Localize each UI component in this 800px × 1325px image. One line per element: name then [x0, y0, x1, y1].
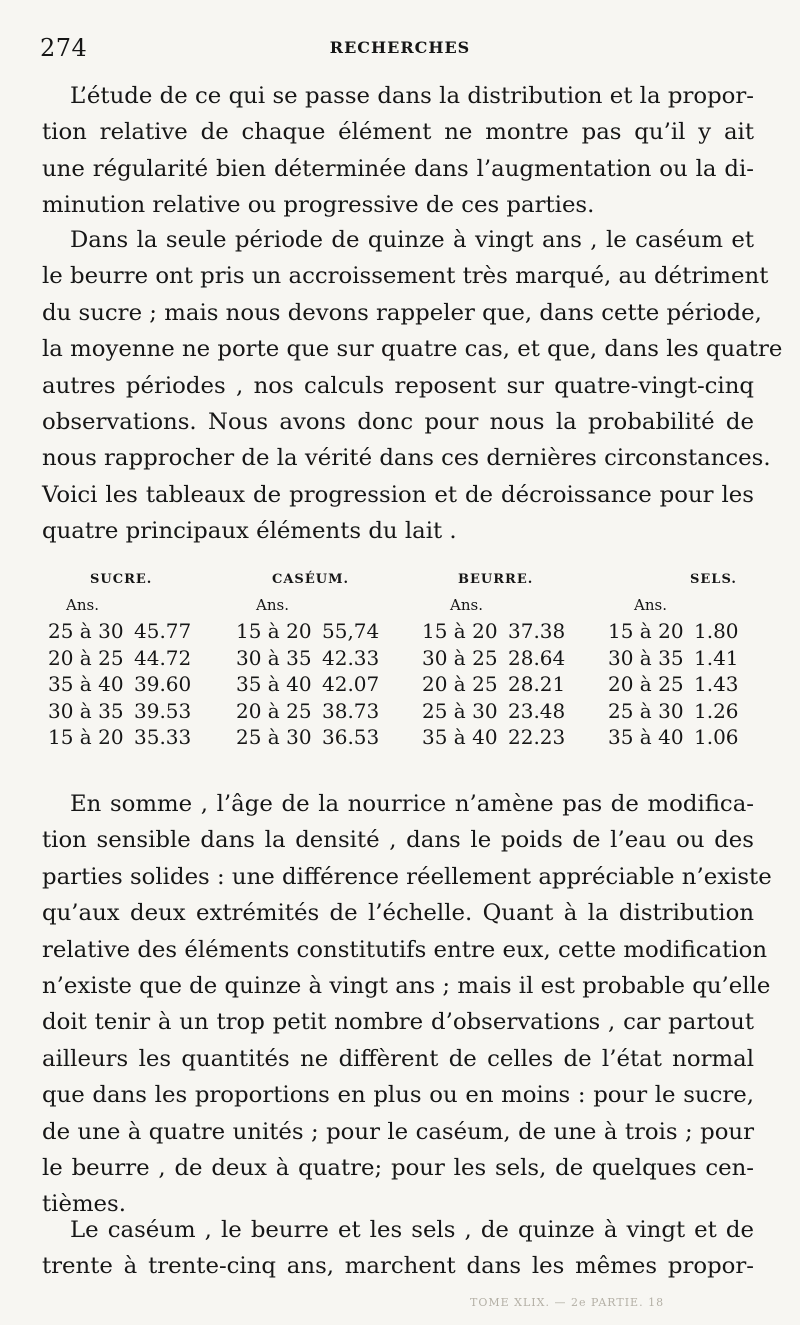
table-column-sels	[608, 568, 798, 751]
value-cell: 44.72	[134, 645, 192, 670]
footer-mark: TOME XLIX. — 2e PARTIE. 18	[470, 1296, 665, 1309]
table-column-caseum	[236, 568, 426, 751]
text-line: parties solides : une différence réellement appréciable n’existe	[42, 863, 772, 890]
value-cell: 1.26	[694, 698, 739, 723]
age-cell: 25 à 30	[608, 698, 684, 723]
paragraph-3	[42, 786, 772, 1223]
column-title: CASÉUM.	[272, 572, 349, 587]
text-line: une régularité bien déterminée dans l’augmentation ou la di-	[42, 155, 754, 182]
table-row	[608, 618, 798, 645]
value-cell: 23.48	[508, 698, 566, 723]
age-cell: 25 à 30	[236, 725, 312, 750]
value-cell: 1.41	[694, 645, 739, 670]
column-title: SELS.	[690, 572, 737, 587]
age-cell: 30 à 25	[422, 645, 498, 670]
value-cell: 39.60	[134, 672, 192, 697]
table-column-sucre	[48, 568, 238, 751]
age-cell: 20 à 25	[608, 672, 684, 697]
table-row	[48, 618, 238, 645]
column-title: BEURRE.	[458, 572, 534, 587]
value-cell: 55,74	[322, 619, 380, 643]
text-line: ailleurs les quantités ne diffèrent de celles de l’état normal	[42, 1045, 754, 1072]
table-row	[422, 698, 612, 725]
age-cell: 30 à 35	[236, 645, 312, 670]
text-line: En somme , l’âge de la nourrice n’amène pas de modifica-	[70, 791, 754, 817]
text-line: la moyenne ne porte que sur quatre cas, et que, dans les quatre	[42, 336, 783, 363]
text-line: quatre principaux éléments du lait .	[42, 518, 457, 545]
table-row	[48, 645, 238, 672]
paragraph-1	[42, 78, 754, 224]
text-line: qu’aux deux extrémités de l’échelle. Quant à la distribution	[42, 900, 754, 927]
value-cell: 1.06	[694, 725, 739, 750]
text-line: autres périodes , nos calculs reposent sur quatre-vingt-cinq	[42, 372, 754, 399]
value-cell: 36.53	[322, 725, 380, 750]
text-line: Le caséum , le beurre et les sels , de quinze à vingt et de	[70, 1217, 754, 1243]
table-row	[422, 724, 612, 751]
text-line: doit tenir à un trop petit nombre d’observations , car partout	[42, 1009, 754, 1036]
value-cell: 28.64	[508, 645, 566, 670]
text-line: Dans la seule période de quinze à vingt ans , le caséum et	[70, 227, 754, 253]
age-cell: 25 à 30	[48, 619, 124, 643]
age-cell: 15 à 20	[48, 725, 124, 750]
value-cell: 1.43	[694, 672, 739, 697]
text-line: relative des éléments constitutifs entre eux, cette modification	[42, 936, 768, 963]
column-title: SUCRE.	[90, 572, 153, 587]
table-row	[608, 671, 798, 698]
table-row	[608, 698, 798, 725]
age-cell: 35 à 40	[608, 725, 684, 750]
table-row	[236, 645, 426, 672]
table-row	[236, 724, 426, 751]
age-cell: 15 à 20	[236, 619, 312, 643]
table-row	[48, 671, 238, 698]
text-line: le beurre ont pris un accroissement très marqué, au détriment	[42, 263, 769, 290]
value-cell: 37.38	[508, 619, 566, 643]
age-cell: 15 à 20	[422, 619, 498, 643]
table-row	[48, 698, 238, 725]
age-cell: 20 à 25	[236, 698, 312, 723]
running-head: RECHERCHES	[329, 38, 471, 57]
value-cell: 35.33	[134, 725, 192, 750]
page-header	[40, 34, 760, 64]
column-subhead: Ans.	[634, 596, 667, 614]
table-row	[236, 698, 426, 725]
value-cell: 39.53	[134, 698, 192, 723]
text-line: observations. Nous avons donc pour nous la probabilité de	[42, 408, 754, 435]
value-cell: 28.21	[508, 672, 566, 697]
paragraph-4	[42, 1212, 754, 1285]
text-line: le beurre , de deux à quatre; pour les sels, de quelques cen-	[42, 1154, 754, 1181]
age-cell: 20 à 25	[422, 672, 498, 697]
text-line: nous rapprocher de la vérité dans ces dernières circonstances.	[42, 445, 771, 472]
value-cell: 42.07	[322, 672, 380, 697]
age-cell: 15 à 20	[608, 619, 684, 643]
value-cell: 1.80	[694, 619, 739, 643]
paragraph-2	[42, 222, 783, 550]
progression-table	[40, 568, 760, 758]
value-cell: 38.73	[322, 698, 380, 723]
table-row	[608, 724, 798, 751]
age-cell: 20 à 25	[48, 645, 124, 670]
table-row	[236, 671, 426, 698]
text-line: du sucre ; mais nous devons rappeler que, dans cette période,	[42, 299, 762, 326]
text-line: minution relative ou progressive de ces parties.	[42, 192, 595, 219]
age-cell: 35 à 40	[236, 672, 312, 697]
table-row	[608, 645, 798, 672]
value-cell: 22.23	[508, 725, 566, 750]
table-row	[422, 645, 612, 672]
page-number: 274	[40, 34, 88, 62]
value-cell: 45.77	[134, 619, 192, 643]
text-line: tion relative de chaque élément ne montre pas qu’il y ait	[42, 119, 754, 146]
column-subhead: Ans.	[450, 596, 483, 614]
text-line: n’existe que de quinze à vingt ans ; mais il est probable qu’elle	[42, 972, 771, 999]
table-row	[422, 671, 612, 698]
column-subhead: Ans.	[66, 596, 99, 614]
age-cell: 25 à 30	[422, 698, 498, 723]
age-cell: 35 à 40	[422, 725, 498, 750]
table-row	[422, 618, 612, 645]
age-cell: 30 à 35	[608, 645, 684, 670]
text-line: tièmes.	[42, 1191, 126, 1218]
text-line: Voici les tableaux de progression et de décroissance pour les	[42, 481, 754, 508]
table-row	[48, 724, 238, 751]
text-line: L’étude de ce qui se passe dans la distribution et la propor-	[70, 83, 754, 109]
text-line: de une à quatre unités ; pour le caséum, de une à trois ; pour	[42, 1118, 754, 1145]
column-subhead: Ans.	[256, 596, 289, 614]
text-line: trente à trente-cinq ans, marchent dans les mêmes propor-	[42, 1253, 754, 1280]
value-cell: 42.33	[322, 645, 380, 670]
age-cell: 30 à 35	[48, 698, 124, 723]
table-column-beurre	[422, 568, 612, 751]
table-row	[236, 618, 426, 645]
text-line: tion sensible dans la densité , dans le poids de l’eau ou des	[42, 827, 754, 854]
age-cell: 35 à 40	[48, 672, 124, 697]
text-line: que dans les proportions en plus ou en moins : pour le sucre,	[42, 1082, 754, 1109]
